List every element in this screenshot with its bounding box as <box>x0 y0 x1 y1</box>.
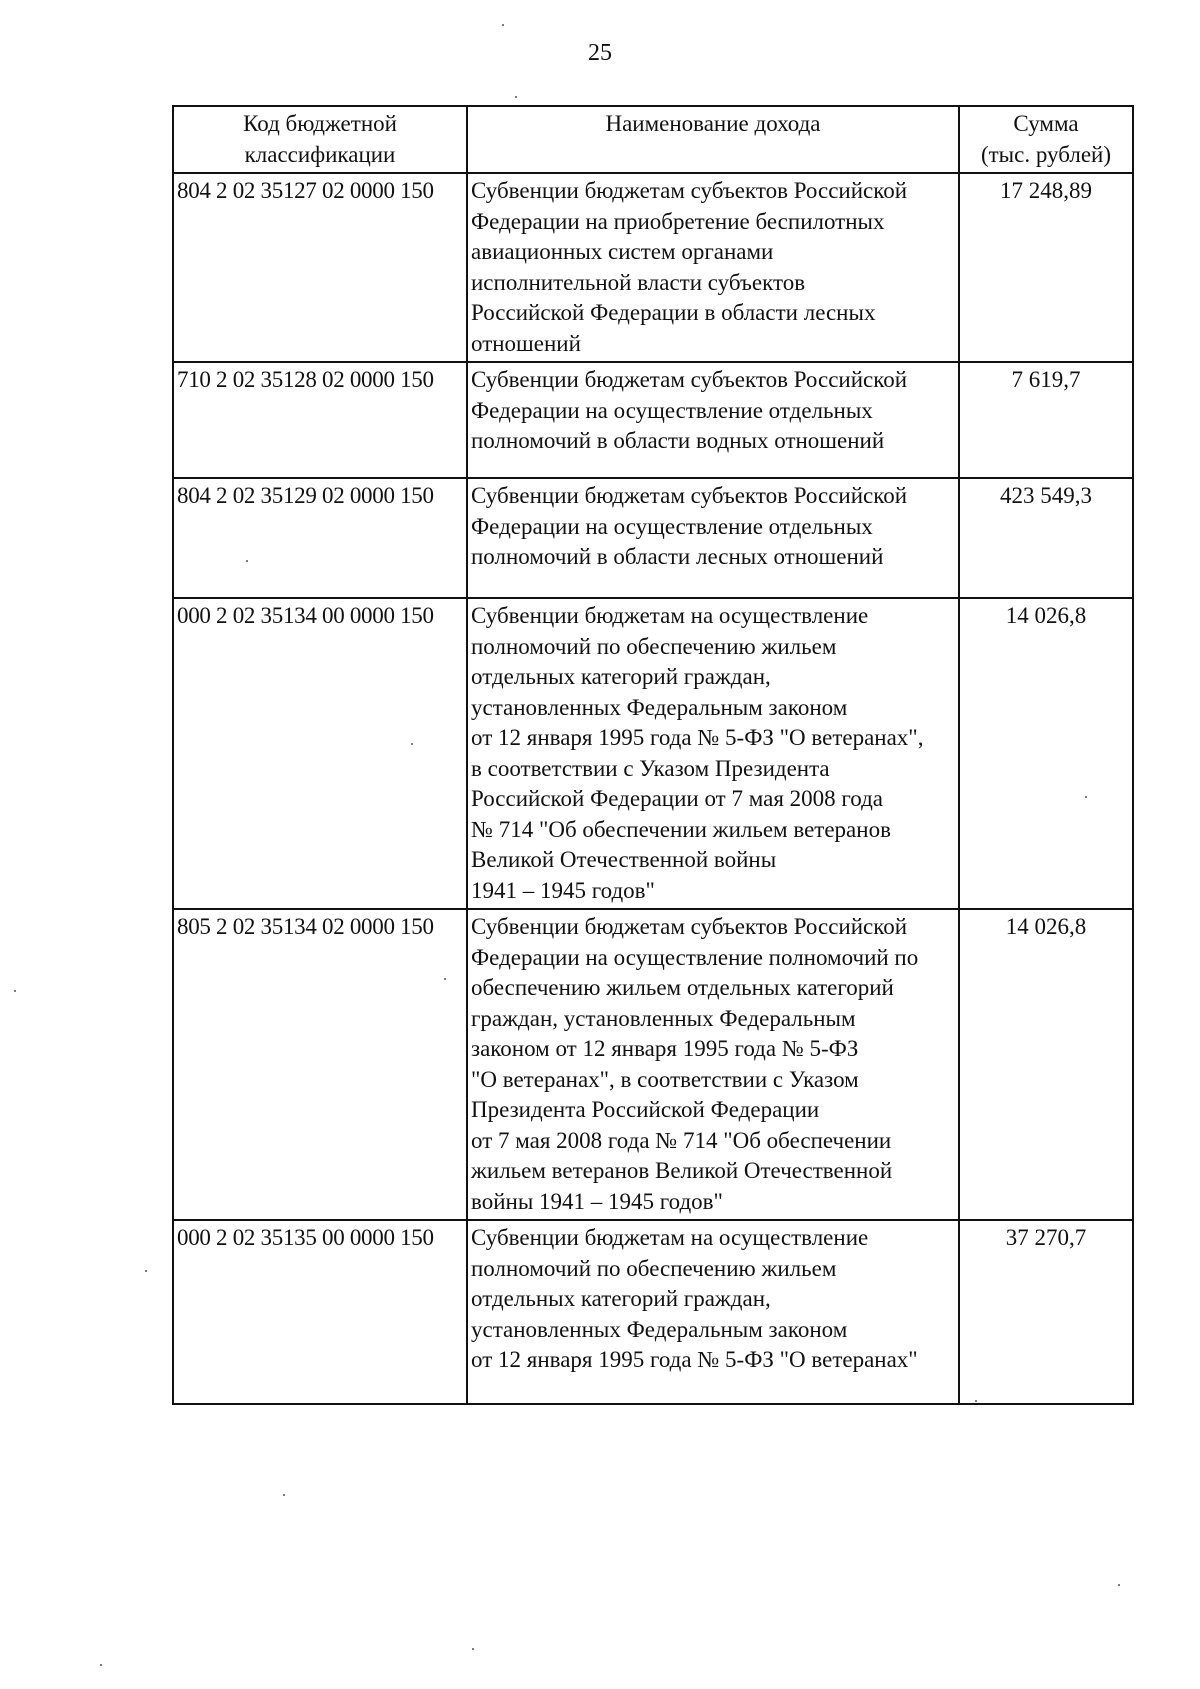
scan-speck <box>472 1648 474 1650</box>
table-row <box>173 598 1133 909</box>
page-number: 25 <box>588 40 612 66</box>
scan-speck <box>975 1400 977 1402</box>
row-sum: 14 026,8 <box>959 909 1133 1220</box>
table-row <box>173 362 1133 478</box>
row-code: 710 2 02 35128 02 0000 150 <box>173 362 467 478</box>
row-sum: 7 619,7 <box>959 362 1133 478</box>
table-row <box>173 1220 1133 1404</box>
row-name: Субвенции бюджетам субъектов Российской Федерации на осуществление отдельных полномочий в области водных отношений <box>467 362 959 478</box>
scan-speck <box>1118 1584 1120 1586</box>
scan-speck <box>246 560 248 562</box>
row-sum: 37 270,7 <box>959 1220 1133 1404</box>
row-code: 804 2 02 35129 02 0000 150 <box>173 478 467 598</box>
row-code: 000 2 02 35134 00 0000 150 <box>173 598 467 909</box>
row-sum: 14 026,8 <box>959 598 1133 909</box>
row-code: 804 2 02 35127 02 0000 150 <box>173 173 467 362</box>
row-sum: 17 248,89 <box>959 173 1133 362</box>
scan-speck <box>100 1664 102 1666</box>
row-name: Субвенции бюджетам субъектов Российской Федерации на осуществление отдельных полномочий в области лесных отношений <box>467 478 959 598</box>
row-name: Субвенции бюджетам субъектов Российской Федерации на приобретение беспилотных авиационных систем органами исполнительной власти субъектов Российской Федерации в области лесных отношений <box>467 173 959 362</box>
row-name: Субвенции бюджетам субъектов Российской Федерации на осуществление полномочий по обеспечению жильем отдельных категорий граждан, установленных Федеральным законом от 12 января 1995 года № 5-ФЗ "О ветеранах", в соответствии с Указом Президента Российской Федерации от 7 мая 2008 года № 714 "Об обеспечении жильем ветеранов Великой Отечественной войны 1941 – 1945 годов" <box>467 909 959 1220</box>
scan-speck <box>14 990 16 992</box>
budget-revenue-table <box>172 105 1134 1405</box>
table-row <box>173 478 1133 598</box>
scan-speck <box>283 1494 285 1496</box>
row-sum: 423 549,3 <box>959 478 1133 598</box>
scan-speck <box>411 743 413 745</box>
table-row <box>173 173 1133 362</box>
scan-speck <box>444 978 446 980</box>
header-sum: Сумма (тыс. рублей) <box>959 106 1133 173</box>
scan-speck <box>145 1270 147 1272</box>
row-name: Субвенции бюджетам на осуществление полномочий по обеспечению жильем отдельных категорий граждан, установленных Федеральным законом от 12 января 1995 года № 5-ФЗ "О ветеранах", в соответствии с Указом Президента Российской Федерации от 7 мая 2008 года № 714 "Об обеспечении жильем ветеранов Великой Отечественной войны 1941 – 1945 годов" <box>467 598 959 909</box>
scan-speck <box>502 24 504 26</box>
row-code: 000 2 02 35135 00 0000 150 <box>173 1220 467 1404</box>
row-name: Субвенции бюджетам на осуществление полномочий по обеспечению жильем отдельных категорий граждан, установленных Федеральным законом от 12 января 1995 года № 5-ФЗ "О ветеранах" <box>467 1220 959 1404</box>
header-code: Код бюджетной классификации <box>173 106 467 173</box>
scan-speck <box>515 96 517 98</box>
header-name: Наименование дохода <box>467 106 959 173</box>
table-header-row <box>173 106 1133 173</box>
scan-speck <box>1085 796 1087 798</box>
row-code: 805 2 02 35134 02 0000 150 <box>173 909 467 1220</box>
table-row <box>173 909 1133 1220</box>
